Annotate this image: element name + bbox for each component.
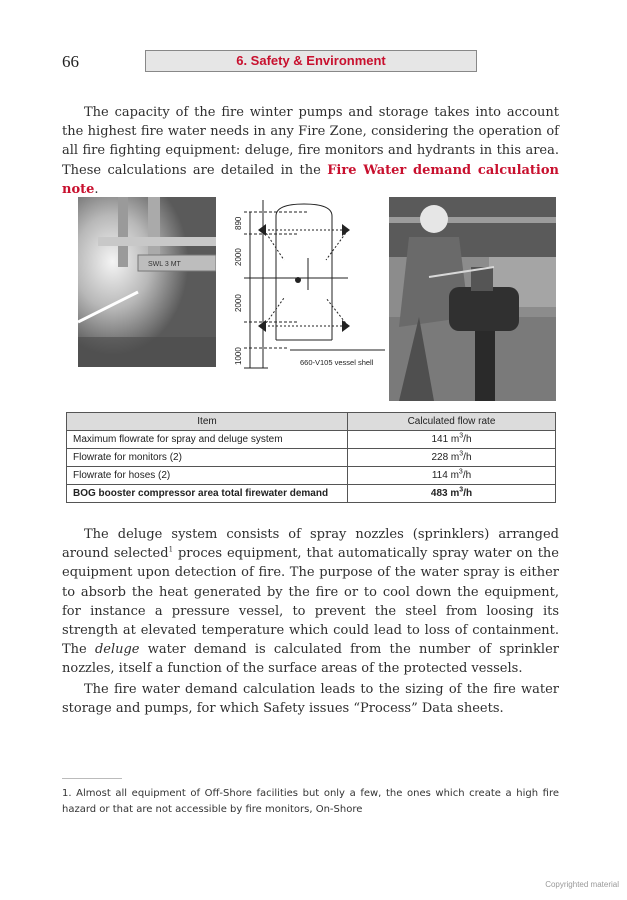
flow-rate-table [66, 412, 556, 503]
deluge-paragraph [62, 525, 559, 679]
calculation-note-link: Fire Water demand calculation note [62, 162, 559, 197]
row-item: Maximum flowrate for spray and deluge system [67, 431, 348, 449]
intro-end: . [94, 181, 99, 197]
vessel-caption: 660-V105 vessel shell [300, 358, 374, 367]
page-number: 66 [62, 52, 79, 71]
table-total-row [67, 485, 556, 503]
deluge-emphasis: deluge [94, 642, 140, 658]
vessel-diagram [228, 200, 385, 370]
deluge-spray-photo [78, 197, 216, 367]
row-value: 228 $m^3/h$ [348, 449, 556, 467]
dim-890: 890 [234, 216, 243, 230]
row-item: BOG booster compressor area total firewater demand [67, 485, 348, 503]
vessel-drawing [228, 200, 385, 370]
sizing-paragraph: The fire water demand calculation leads to the sizing of the fire water storage and pumps, for which Safety issues “Process” Data sheets. [62, 682, 559, 717]
row-item: Flowrate for hoses (2) [67, 467, 348, 485]
row-value: 141 $m^3/h$ [348, 431, 556, 449]
table-row [67, 467, 556, 485]
row-value: 483 $m^3/h$ [348, 485, 556, 503]
deluge-spray-image [78, 197, 216, 367]
fire-monitor-photo [389, 197, 556, 401]
dim-2000-top: 2000 [234, 248, 243, 266]
deluge-text-c: water demand is calculated from the number of sprinkler nozzles, itself a function of the surface areas of the protected vessels. [62, 642, 559, 677]
deluge-text-a: The deluge system consists of spray nozzles (sprinklers) arranged around selected [62, 527, 559, 562]
dim-1000: 1000 [234, 347, 243, 365]
deluge-text-b: proces equipment, that automatically spray water on the equipment upon detection of fire. The purpose of the water spray is either to absorb the heat generated by the fire or to cool down the equipment, for instance a pressure vessel, to prevent the steel from loosing its strength at elevated temperature which could lead to loss of containment. The [62, 546, 559, 658]
table-header-row [67, 413, 556, 431]
row-item: Flowrate for monitors (2) [67, 449, 348, 467]
label-swl: SWL 3 MT [148, 261, 181, 268]
footnote: 1. Almost all equipment of Off-Shore facilities but only a few, the ones which create a high fire hazard or that are not accessible by fire monitors, On-Shore [62, 788, 559, 815]
intro-paragraph [62, 103, 559, 199]
chapter-title: 6. Safety & Environment [145, 50, 477, 72]
footnote-ref: 1 [168, 545, 174, 554]
header-flow-rate: Calculated flow rate [348, 413, 556, 431]
fire-monitor-image [389, 197, 556, 401]
intro-text: The capacity of the fire winter pumps and storage takes into account the highest fire water needs in any Fire Zone, considering the operation of all fire fighting equipment: deluge, fire monitors and hydrants in this area. These calculations are detailed in the [62, 105, 559, 178]
footnote-divider [62, 778, 122, 779]
table-row [67, 431, 556, 449]
table-row [67, 449, 556, 467]
header-item: Item [67, 413, 348, 431]
dim-2000-bottom: 2000 [234, 294, 243, 312]
copyright-watermark: Copyrighted material [545, 880, 619, 889]
row-value: 114 $m^3/h$ [348, 467, 556, 485]
